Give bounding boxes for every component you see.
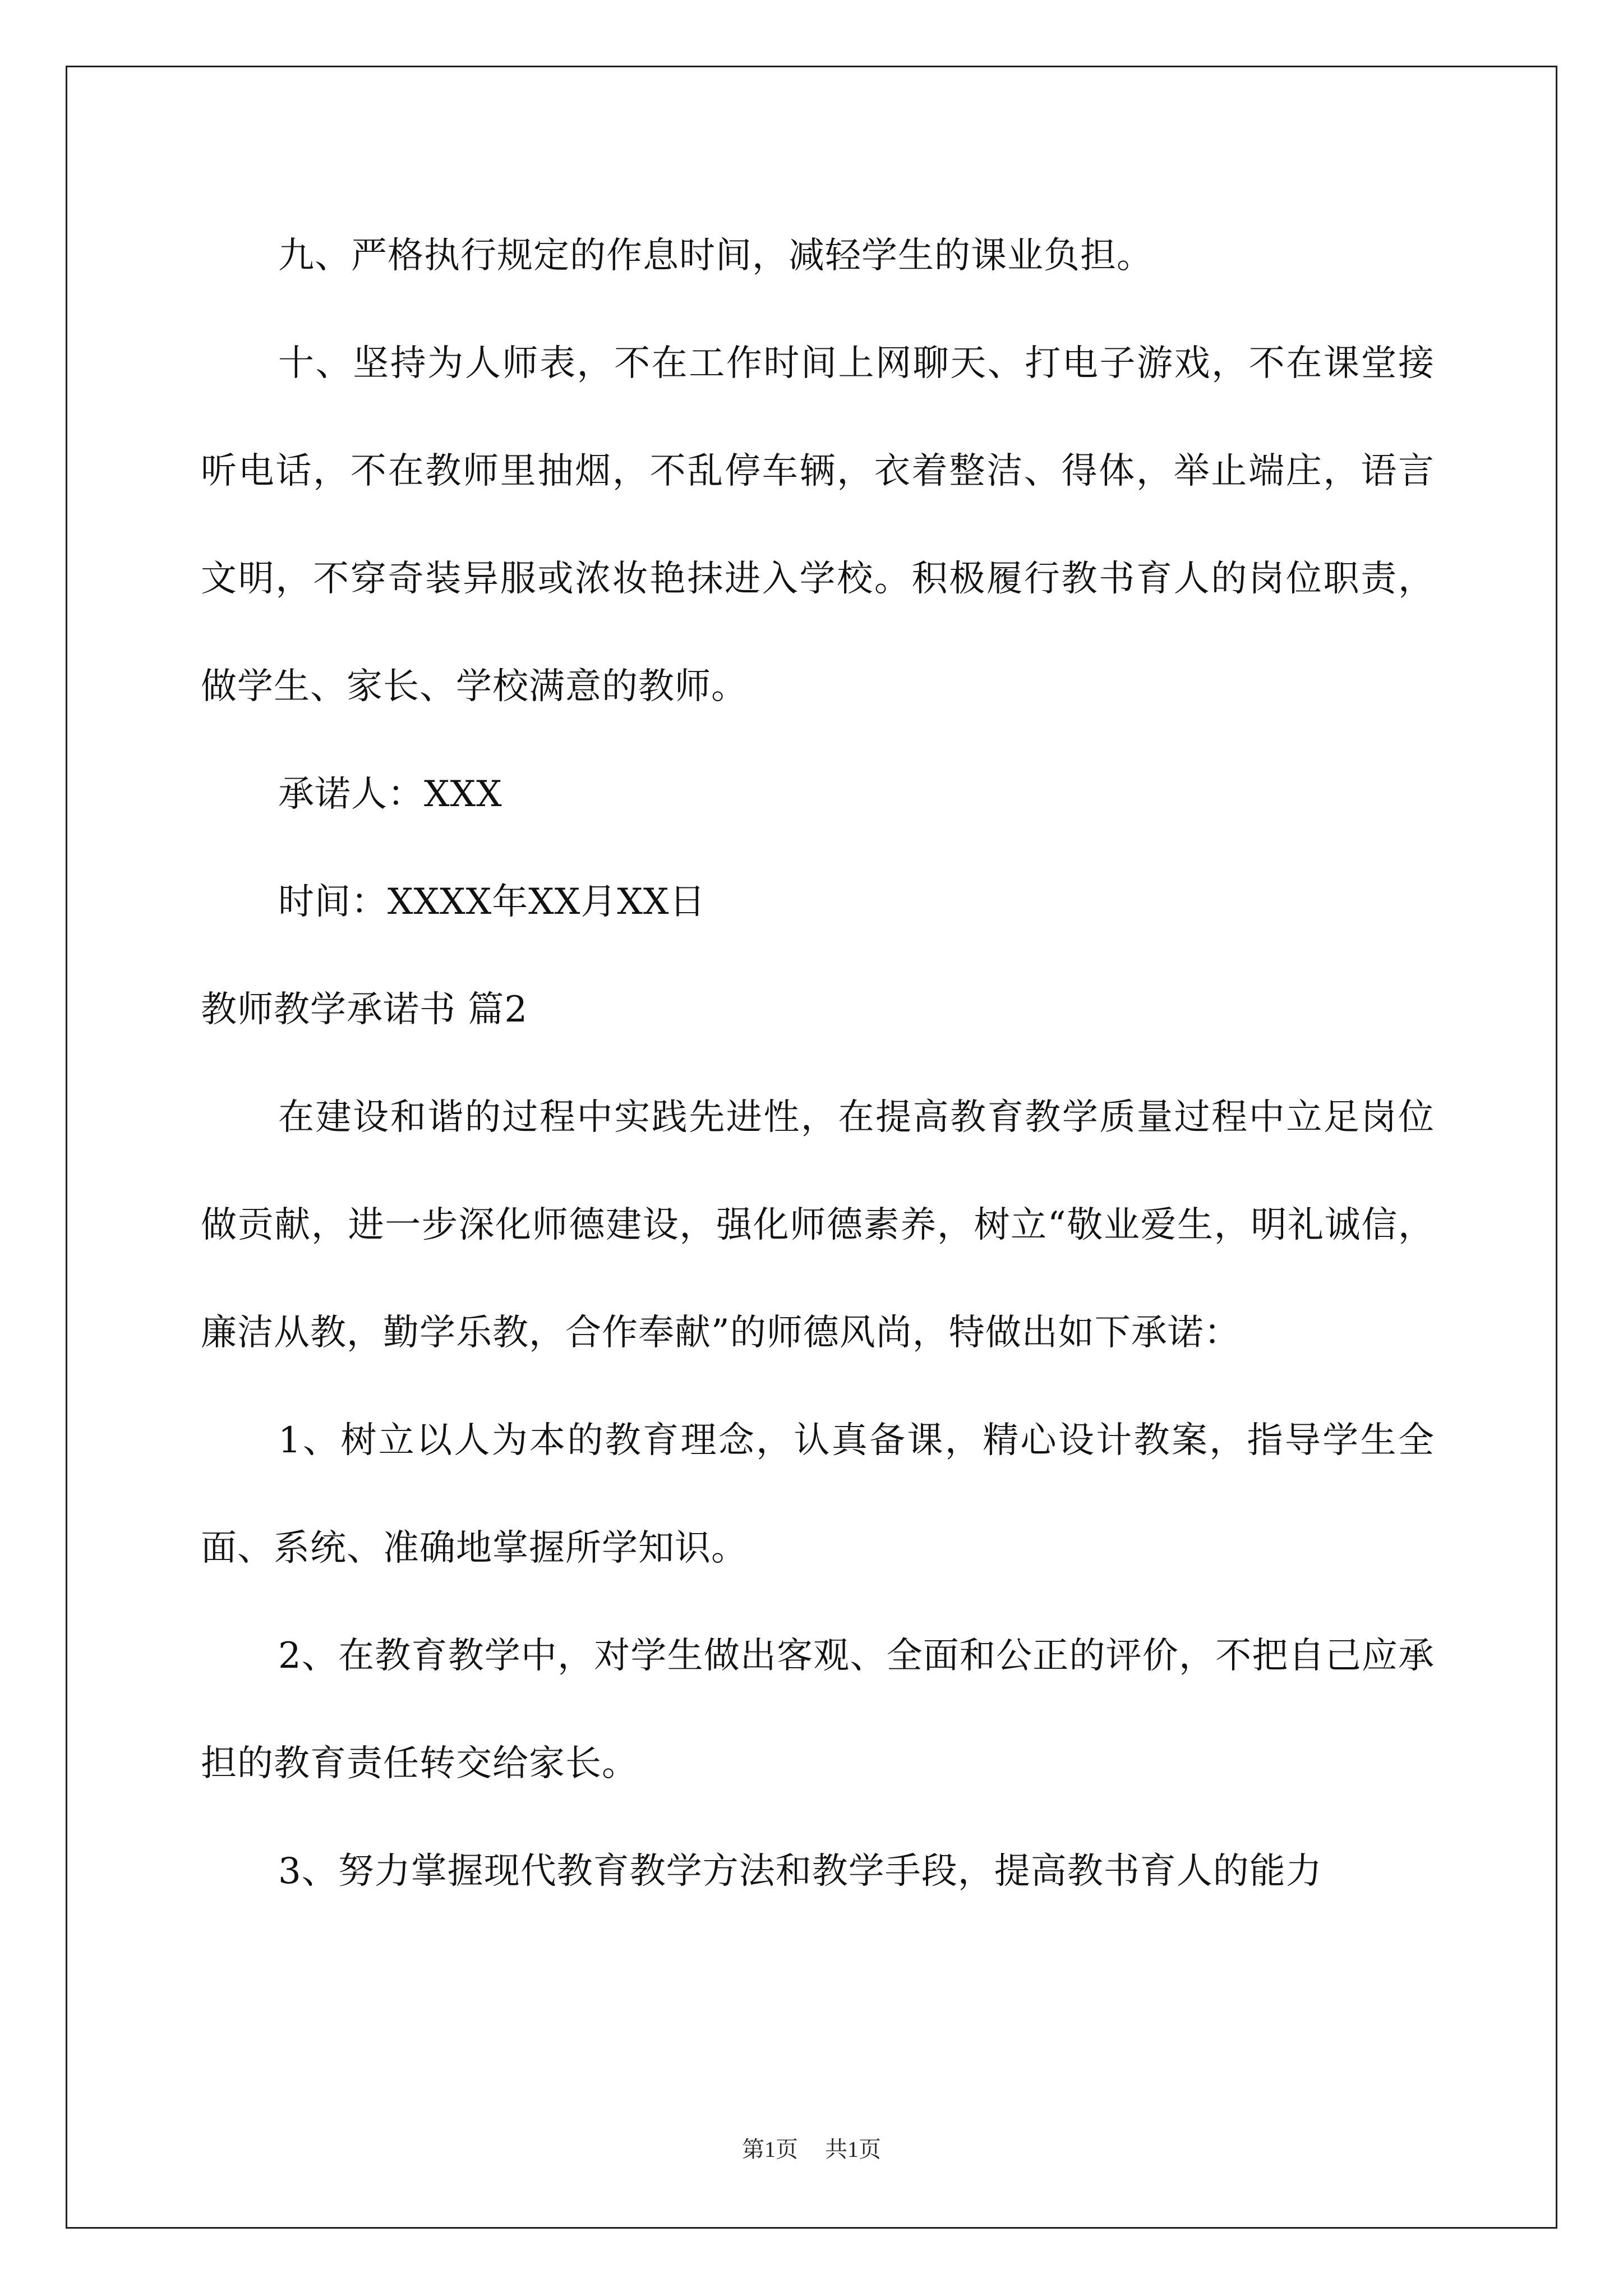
document-body — [201, 202, 1435, 1925]
pledge-item-3: 3、努力掌握现代教育教学方法和教学手段，提高教书育人的能力 — [278, 1851, 1322, 1892]
paragraph-item-9: 九、严格执行规定的作息时间，减轻学生的课业负担。 — [278, 235, 1153, 277]
pledge-item-1: 1、树立以人为本的教育理念，认真备课，精心设计教案，指导学生全面、系统、准确地掌握所学知识。 — [201, 1420, 1435, 1569]
page-total: 共1页 — [825, 2137, 881, 2162]
page-footer — [0, 2132, 1623, 2164]
signatory-line: 承诺人：XXX — [278, 774, 502, 815]
page-number: 第1页 — [742, 2137, 798, 2162]
intro-paragraph: 在建设和谐的过程中实践先进性，在提高教育教学质量过程中立足岗位做贡献，进一步深化师德建设，强化师德素养，树立“敬业爱生，明礼诚信，廉洁从教，勤学乐教，合作奉献”的师德风尚，特做出如下承诺： — [201, 1097, 1435, 1354]
pledge-item-2: 2、在教育教学中，对学生做出客观、全面和公正的评价，不把自己应承担的教育责任转交给家长。 — [201, 1635, 1435, 1784]
date-line: 时间：XXXX年XX月XX日 — [278, 881, 706, 923]
section-heading: 教师教学承诺书 篇2 — [201, 989, 528, 1030]
paragraph-item-10: 十、坚持为人师表，不在工作时间上网聊天、打电子游戏，不在课堂接听电话，不在教师里抽烟，不乱停车辆，衣着整洁、得体，举止端庄，语言文明，不穿奇装异服或浓妆艳抹进入学校。积极履行教书育人的岗位职责，做学生、家长、学校满意的教师。 — [201, 343, 1435, 707]
